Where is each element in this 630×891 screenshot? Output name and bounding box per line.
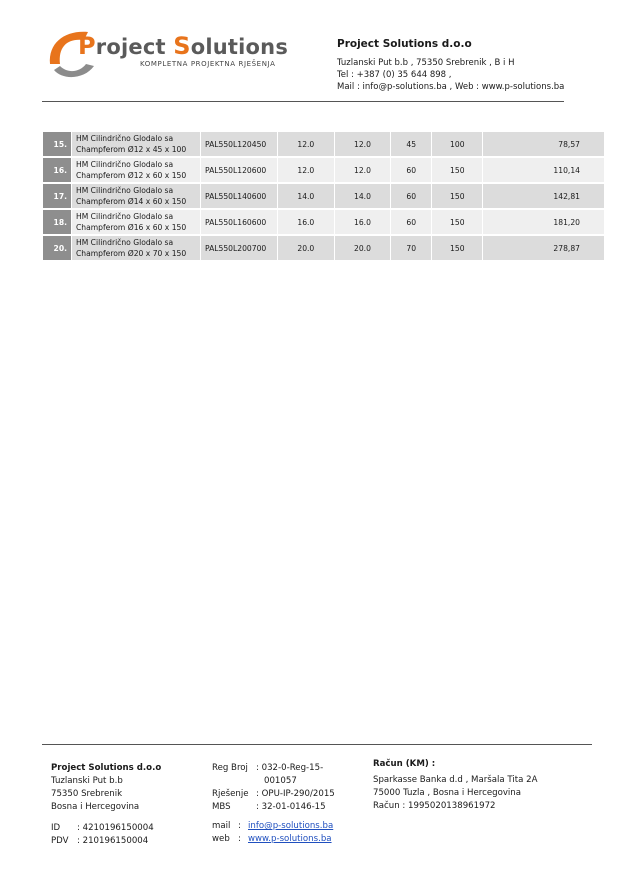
item-diameter-2: 14.0 <box>334 183 391 209</box>
footer-bank-title: Račun (KM) : <box>373 759 436 769</box>
footer-company-block <box>51 762 161 848</box>
footer-id-row: ID : 4210196150004 <box>51 823 154 833</box>
items-table <box>43 132 605 262</box>
item-number: 20. <box>43 235 72 261</box>
footer-country: Bosna i Hercegovina <box>51 802 140 812</box>
footer-bank-line: Sparkasse Banka d.d , Maršala Tita 2A <box>373 775 538 785</box>
logo-tagline: KOMPLETNA PROJEKTNA RJEŠENJA <box>140 60 276 68</box>
footer-company-name: Project Solutions d.o.o <box>51 763 162 773</box>
item-description-line-2: Champferom Ø12 x 45 x 100 <box>76 145 187 154</box>
item-length-1: 60 <box>391 157 432 183</box>
item-code: PAL550L200700 <box>201 235 278 261</box>
item-number: 18. <box>43 209 72 235</box>
item-description <box>72 183 201 209</box>
footer-pdv-row: PDV : 210196150004 <box>51 836 149 846</box>
item-length-2: 150 <box>432 183 483 209</box>
item-diameter-1: 20.0 <box>278 235 335 261</box>
footer-web-link[interactable]: www.p-solutions.ba <box>248 834 332 844</box>
item-code: PAL550L120600 <box>201 157 278 183</box>
item-diameter-1: 16.0 <box>278 209 335 235</box>
item-price: 78,57 <box>483 132 605 157</box>
footer-rjesenje-row: Rješenje : OPU-IP-290/2015 <box>212 789 335 799</box>
table-row <box>43 132 605 157</box>
item-length-1: 70 <box>391 235 432 261</box>
table-row <box>43 235 605 261</box>
item-diameter-1: 12.0 <box>278 157 335 183</box>
logo-wordmark: Project Solutions <box>78 32 289 60</box>
item-diameter-1: 12.0 <box>278 132 335 157</box>
item-price: 110,14 <box>483 157 605 183</box>
item-description-line-2: Champferom Ø20 x 70 x 150 <box>76 249 187 258</box>
item-length-1: 60 <box>391 183 432 209</box>
item-description-line-2: Champferom Ø16 x 60 x 150 <box>76 223 187 232</box>
company-name: Project Solutions d.o.o <box>337 38 472 50</box>
item-length-2: 150 <box>432 235 483 261</box>
item-number: 17. <box>43 183 72 209</box>
company-mail-web: Mail : info@p-solutions.ba , Web : www.p-solutions.ba <box>337 82 565 92</box>
footer-registry-block <box>212 762 335 846</box>
item-description-line-1: HM Cilindrično Glodalo sa <box>76 186 174 195</box>
item-diameter-2: 12.0 <box>334 157 391 183</box>
item-description <box>72 132 201 157</box>
footer-divider <box>42 744 592 745</box>
item-description-line-1: HM Cilindrično Glodalo sa <box>76 134 174 143</box>
item-number: 15. <box>43 132 72 157</box>
footer-bank-account: Račun : 1995020138961972 <box>373 801 496 811</box>
item-description <box>72 157 201 183</box>
item-diameter-1: 14.0 <box>278 183 335 209</box>
item-diameter-2: 12.0 <box>334 132 391 157</box>
item-diameter-2: 20.0 <box>334 235 391 261</box>
table-row <box>43 183 605 209</box>
item-length-2: 150 <box>432 157 483 183</box>
item-description-line-1: HM Cilindrično Glodalo sa <box>76 212 174 221</box>
footer-reg-row-2: 001057 <box>264 776 297 786</box>
item-description <box>72 235 201 261</box>
item-price: 181,20 <box>483 209 605 235</box>
item-length-1: 45 <box>391 132 432 157</box>
footer-bank-city: 75000 Tuzla , Bosna i Hercegovina <box>373 788 522 798</box>
footer-mbs-row: MBS : 32-01-0146-15 <box>212 802 326 812</box>
footer-bank-block <box>373 758 537 813</box>
table-row <box>43 209 605 235</box>
table-row <box>43 157 605 183</box>
item-diameter-2: 16.0 <box>334 209 391 235</box>
footer-mail-row: mail : info@p-solutions.ba <box>212 821 334 831</box>
footer-web-row: web : www.p-solutions.ba <box>212 834 332 844</box>
company-address: Tuzlanski Put b.b , 75350 Srebrenik , B i H <box>337 58 515 68</box>
item-length-2: 100 <box>432 132 483 157</box>
header-divider <box>42 101 564 102</box>
footer-reg-row: Reg Broj : 032-0-Reg-15- <box>212 763 324 773</box>
item-description-line-2: Champferom Ø12 x 60 x 150 <box>76 171 187 180</box>
item-description-line-1: HM Cilindrično Glodalo sa <box>76 238 174 247</box>
item-price: 278,87 <box>483 235 605 261</box>
item-description-line-1: HM Cilindrično Glodalo sa <box>76 160 174 169</box>
item-price: 142,81 <box>483 183 605 209</box>
item-description-line-2: Champferom Ø14 x 60 x 150 <box>76 197 187 206</box>
item-code: PAL550L160600 <box>201 209 278 235</box>
company-logo <box>44 24 289 86</box>
footer-street: Tuzlanski Put b.b <box>51 776 123 786</box>
item-length-2: 150 <box>432 209 483 235</box>
item-length-1: 60 <box>391 209 432 235</box>
footer-city: 75350 Srebrenik <box>51 789 123 799</box>
company-tel: Tel : +387 (0) 35 644 898 , <box>337 70 452 80</box>
footer-mail-link[interactable]: info@p-solutions.ba <box>248 821 334 831</box>
item-description <box>72 209 201 235</box>
item-code: PAL550L120450 <box>201 132 278 157</box>
company-header-block <box>337 38 564 93</box>
item-number: 16. <box>43 157 72 183</box>
item-code: PAL550L140600 <box>201 183 278 209</box>
